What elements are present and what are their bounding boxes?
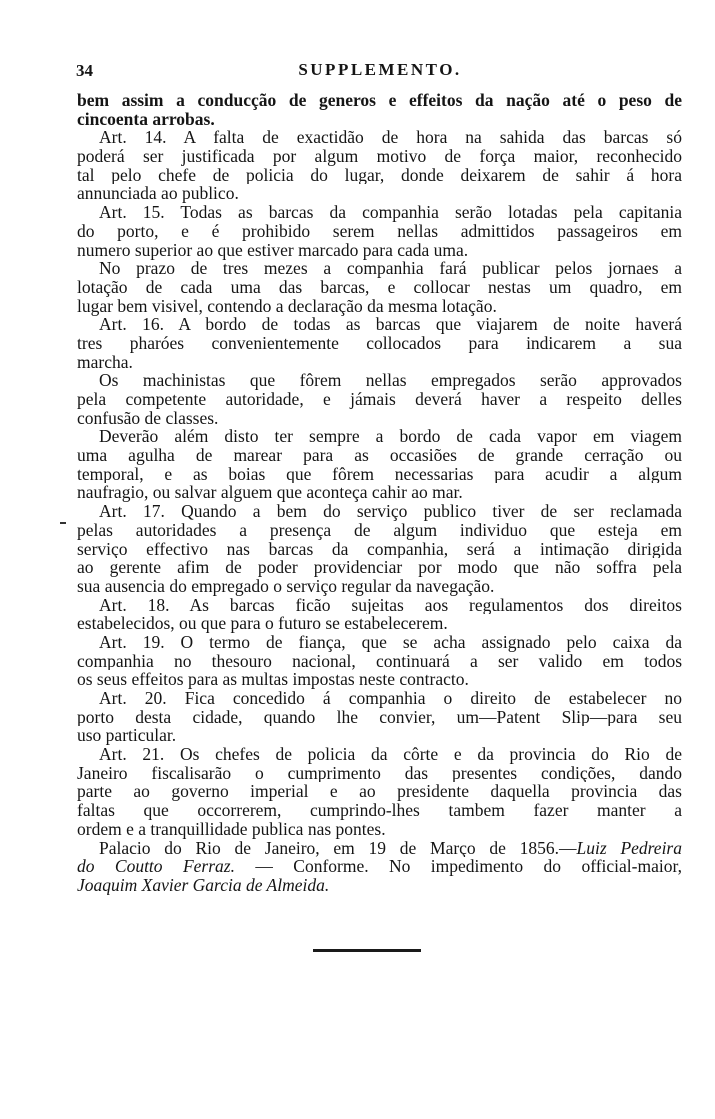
text-line (77, 483, 682, 502)
text-segment: pelas autoridades a presença de algum individuo que esteja em (77, 520, 682, 540)
text-segment: Art. 17. Quando a bem do serviço publico tiver de ser reclamada (99, 502, 682, 521)
closing-rule (313, 949, 421, 952)
text-line (77, 222, 682, 241)
text-segment: Deverão além disto ter sempre a bordo de cada vapor em viagem (99, 427, 682, 447)
text-line (77, 558, 682, 577)
text-line (77, 128, 682, 147)
text-segment: os seus effeitos para as multas impostas neste contracto. (77, 669, 469, 690)
text-line (77, 278, 682, 297)
text-segment: estabelecidos, ou que para o futuro se estabelecerem. (77, 613, 448, 634)
text-line (77, 839, 682, 858)
text-line (77, 110, 682, 129)
text-line (77, 147, 682, 166)
text-segment: Art. 14. A falta de exactidão de hora na sahida das barcas só (99, 128, 682, 148)
text-line (77, 203, 682, 222)
document-body (77, 91, 682, 895)
text-segment: numero superior ao que estiver marcado para cada uma. (77, 239, 469, 260)
text-segment: confusão de classes. (77, 407, 219, 428)
text-segment: Art. 19. O termo de fiança, que se acha assignado pelo caixa da (99, 632, 682, 652)
text-line (77, 371, 682, 390)
italic-text: Luiz Pedreira (576, 838, 682, 858)
text-line (77, 876, 682, 895)
text-line (77, 91, 682, 110)
text-segment: annunciada ao publico. (77, 183, 239, 204)
text-segment: tal pelo chefe de policia do lugar, donde deixarem de sahir á hora (77, 165, 682, 185)
text-line (77, 708, 682, 727)
text-line (77, 390, 682, 409)
text-segment: cincoenta arrobas. (77, 108, 215, 129)
text-segment: Art. 16. A bordo de todas as barcas que viajarem de noite haverá (99, 315, 682, 334)
text-line (77, 689, 682, 708)
text-line (77, 166, 682, 185)
text-line (77, 259, 682, 278)
text-segment: ao gerente afim de poder providenciar por modo que não soffra pela (77, 558, 682, 577)
text-line (77, 465, 682, 484)
text-line (77, 184, 682, 203)
text-segment: Art. 20. Fica concedido á companhia o direito de estabelecer no (99, 689, 682, 708)
text-segment: Janeiro fiscalisarão o cumprimento das presentes condições, dando (77, 763, 682, 783)
italic-text: do Coutto Ferraz. (77, 857, 235, 876)
text-segment: naufragio, ou salvar alguem que aconteça cahir ao mar. (77, 482, 463, 503)
text-line (77, 764, 682, 783)
text-line (77, 596, 682, 615)
text-segment: do porto, e é prohibido serem nellas admittidos passageiros em (77, 221, 682, 241)
text-line (77, 334, 682, 353)
text-segment: Os machinistas que fôrem nellas empregados serão approvados (99, 371, 682, 390)
text-line (77, 446, 682, 465)
text-line (77, 726, 682, 745)
text-segment: ordem e a tranquillidade publica nas pontes. (77, 818, 386, 839)
text-line (77, 315, 682, 334)
text-line (77, 820, 682, 839)
text-line (77, 297, 682, 316)
text-line (77, 427, 682, 446)
text-line (77, 241, 682, 260)
text-segment: lotação de cada uma das barcas, e collocar nestas um quadro, em (77, 277, 682, 297)
text-segment: lugar bem visivel, contendo a declaração da mesma lotação. (77, 295, 497, 316)
text-line (77, 540, 682, 559)
text-segment: marcha. (77, 351, 133, 372)
text-line (77, 857, 682, 876)
running-title: SUPPLEMENTO. (298, 60, 462, 79)
text-segment: serviço effectivo nas barcas da companhia, será a intimação dirigida (77, 539, 682, 559)
text-line (77, 670, 682, 689)
text-line (77, 801, 682, 820)
text-line (77, 782, 682, 801)
text-line (77, 577, 682, 596)
text-line (77, 614, 682, 633)
page-number: 34 (76, 61, 93, 80)
text-segment: porto desta cidade, quando lhe convier, um—Patent Slip—para seu (77, 707, 682, 727)
italic-text: Joaquim Xavier Garcia de Almeida. (77, 874, 330, 895)
text-line (77, 409, 682, 428)
text-segment: bem assim a conducção de generos e effeitos da nação até o peso de (77, 91, 682, 110)
text-segment: parte ao governo imperial e ao presidente daquella provincia das (77, 782, 682, 802)
text-segment: temporal, e as boias que fôrem necessarias para acudir a algum (77, 464, 682, 484)
text-segment: pela competente autoridade, e jámais deverá haver a respeito delles (77, 390, 682, 409)
text-segment: — Conforme. No impedimento do official-maior, (234, 857, 682, 876)
text-segment: No prazo de tres mezes a companhia fará publicar pelos jornaes a (99, 259, 682, 278)
text-line (77, 521, 682, 540)
text-segment: faltas que occorrerem, cumprindo-lhes tambem fazer manter a (77, 801, 682, 820)
text-segment: companhia no thesouro nacional, continuará a ser valido em todos (77, 651, 682, 671)
text-segment: Palacio do Rio de Janeiro, em 19 de Março de 1856.— (99, 838, 577, 858)
text-segment: uma agulha de marear para as occasiões de grande cerração ou (77, 446, 682, 465)
text-segment: tres pharóes convenientemente collocados para indicarem a sua (77, 333, 682, 353)
text-segment: poderá ser justificada por algum motivo de força maior, reconhecido (77, 147, 682, 166)
text-line (77, 633, 682, 652)
text-segment: uso particular. (77, 725, 177, 746)
text-segment: Art. 21. Os chefes de policia da côrte e da provincia do Rio de (99, 745, 682, 764)
text-segment: Art. 15. Todas as barcas da companhia serão lotadas pela capitania (99, 203, 682, 222)
text-line (77, 745, 682, 764)
text-line (77, 652, 682, 671)
margin-mark (60, 522, 66, 524)
text-line (77, 502, 682, 521)
text-line (77, 353, 682, 372)
text-segment: Art. 18. As barcas ficão sujeitas aos regulamentos dos direitos (99, 595, 682, 615)
text-segment: sua ausencia do empregado o serviço regular da navegação. (77, 575, 495, 596)
